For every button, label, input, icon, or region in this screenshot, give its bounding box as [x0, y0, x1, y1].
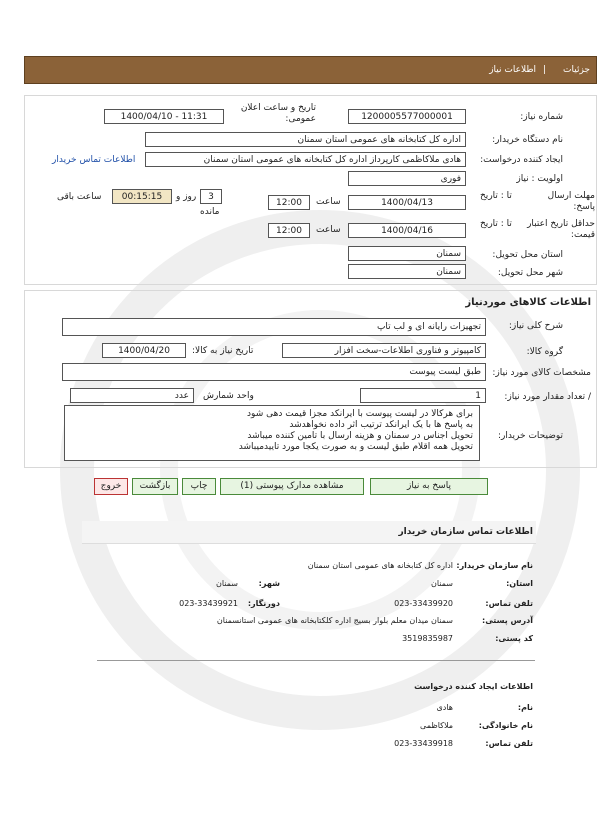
need-date-field: 1400/04/20	[102, 343, 186, 358]
exit-button[interactable]: خروج	[94, 478, 128, 495]
contact-province-value: سمنان	[430, 579, 453, 588]
breadcrumb-current[interactable]: اطلاعات نیاز	[489, 65, 536, 75]
announce-field: 1400/04/10 - 11:31	[104, 109, 224, 124]
qty-label: / تعداد مقدار مورد نیاز:	[504, 392, 591, 402]
group-field: کامپیوتر و فناوری اطلاعات-سخت افزار	[282, 343, 486, 358]
contact-address-value: سمنان میدان معلم بلوار بسیج اداره کلکتابخانه های عمومی استانسمنان	[216, 616, 453, 625]
deadline-to-date-label: تا : تاریخ	[480, 191, 512, 201]
validity-to-date-label: تا : تاریخ	[480, 219, 512, 229]
days-remaining-field: 3	[200, 189, 222, 204]
header-bar	[24, 56, 597, 84]
remaining-suffix-label: ساعت باقی	[57, 192, 102, 202]
group-label: گروه کالا:	[526, 347, 563, 357]
city-label: شهر محل تحویل:	[497, 268, 563, 278]
creator-phone-value: 023-33439918	[394, 739, 453, 748]
spec-field: طبق لیست پیوست	[62, 363, 486, 381]
need-number-field: 1200005577000001	[348, 109, 466, 124]
need-date-label: تاریخ نیاز به کالا:	[192, 346, 254, 356]
buyer-notes-field	[64, 405, 480, 461]
contact-fax-value: 023-33439921	[179, 599, 238, 608]
deadline-time-label: ساعت	[316, 197, 341, 207]
creator-last-name-label: نام خانوادگی:	[478, 721, 533, 730]
creator-phone-label: تلفن تماس:	[485, 739, 533, 748]
province-field: سمنان	[348, 246, 466, 261]
creator-first-name-value: هادی	[436, 703, 453, 712]
buyer-contact-link[interactable]: اطلاعات تماس خریدار	[52, 155, 136, 165]
buyer-notes-label: توضیحات خریدار:	[497, 431, 563, 441]
validity-label: حداقل تاریخ اعتبار قیمت:	[527, 219, 595, 240]
contact-postal-value: 3519835987	[402, 634, 453, 643]
buyer-org-field: اداره کل کتابخانه های عمومی استان سمنان	[145, 132, 466, 147]
contact-phone-label: تلفن تماس:	[485, 599, 533, 608]
qty-field: 1	[360, 388, 486, 403]
announce-label: تاریخ و ساعت اعلان عمومی:	[240, 103, 316, 124]
city-field: سمنان	[348, 264, 466, 279]
contact-city-value: سمنان	[215, 579, 238, 588]
contact-phone-value: 023-33439920	[394, 599, 453, 608]
contact-org-value: اداره کل کتابخانه های عمومی استان سمنان	[307, 561, 453, 570]
spec-label: مشخصات کالای مورد نیاز:	[492, 368, 591, 378]
validity-time-label: ساعت	[316, 225, 341, 235]
goods-section-title: اطلاعات کالاهای موردنیاز	[465, 297, 591, 308]
remaining-time-field: 00:15:15	[112, 189, 172, 204]
note-line: به پاسخ ها با یک ایرانکد ترتیب اثر داده نخواهدشد	[289, 420, 473, 430]
creator-last-name-value: ملاکاظمی	[420, 721, 453, 730]
contact-section-title: اطلاعات تماس سازمان خریدار	[398, 527, 533, 537]
contact-divider	[97, 660, 535, 661]
unit-label: واحد شمارش	[203, 391, 254, 401]
province-label: استان محل تحویل:	[492, 250, 563, 260]
attachments-button[interactable]: مشاهده مدارک پیوستی (1)	[220, 478, 364, 495]
contact-province-label: استان:	[506, 579, 533, 588]
creator-section-title: اطلاعات ایجاد کننده درخواست	[414, 682, 533, 691]
deadline-date-field: 1400/04/13	[348, 195, 466, 210]
need-number-label: شماره نیاز:	[520, 112, 563, 122]
creator-field: هادی ملاکاظمی کارپرداز اداره کل کتابخانه های عمومی استان سمنان	[145, 152, 466, 167]
creator-label: ایجاد کننده درخواست:	[480, 155, 563, 165]
note-line: تحویل همه اقلام طبق لیست و به صورت یکجا مورد تاییدمیباشد	[238, 442, 473, 452]
remaining-label: مانده	[200, 207, 220, 217]
breadcrumb-home[interactable]: جزئیات	[563, 65, 590, 75]
unit-field: عدد	[70, 388, 194, 403]
desc-field: تجهیزات رایانه ای و لب تاپ	[62, 318, 486, 336]
validity-time-field: 12:00	[268, 223, 310, 238]
print-button[interactable]: چاپ	[182, 478, 216, 495]
note-line: برای هرکالا در لیست پیوست با ایرانکد مجزا قیمت دهی شود	[247, 409, 473, 419]
contact-city-label: شهر:	[258, 579, 280, 588]
desc-label: شرح کلی نیاز:	[508, 321, 563, 331]
buyer-org-label: نام دستگاه خریدار:	[492, 135, 563, 145]
creator-first-name-label: نام:	[517, 703, 533, 712]
contact-postal-label: کد پستی:	[495, 634, 533, 643]
back-button[interactable]: بازگشت	[132, 478, 178, 495]
contact-fax-label: دورنگار:	[247, 599, 280, 608]
priority-label: اولویت : نیاز	[516, 174, 563, 184]
contact-org-label: نام سازمان خریدار:	[456, 561, 533, 570]
reply-button[interactable]: پاسخ به نیاز	[370, 478, 488, 495]
note-line: تحویل اجناس در سمنان و هزینه ارسال با تامین کننده میباشد	[247, 431, 473, 441]
breadcrumb-separator: |	[542, 65, 546, 75]
deadline-label: مهلت ارسال پاسخ:	[547, 191, 595, 212]
contact-address-label: آدرس پستی:	[482, 616, 533, 625]
deadline-time-field: 12:00	[268, 195, 310, 210]
priority-field: فوری	[348, 171, 466, 186]
days-label: روز و	[176, 192, 197, 202]
validity-date-field: 1400/04/16	[348, 223, 466, 238]
